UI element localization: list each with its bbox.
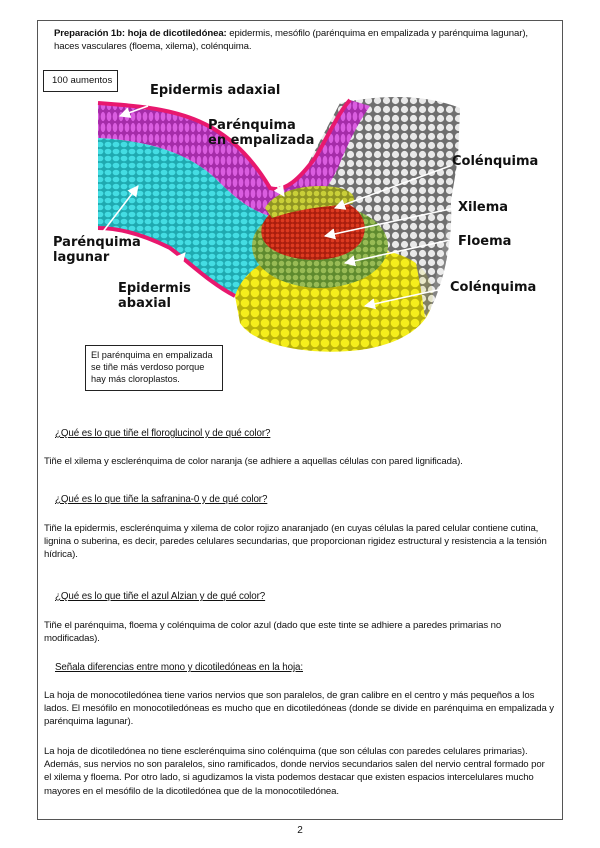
answer-2: Tiñe la epidermis, esclerénquima y xilema de color rojizo anaranjado (en cuyas células la pared celular contiene cutina, lignina o suberina, es decir, paredes celulares secundarias, que proporcionan rigidez estructural y resistencia a la tensión hídrica). — [44, 523, 547, 561]
label-colenquima-top: Colénquima — [452, 154, 539, 169]
intro-paragraph — [54, 27, 534, 53]
magnification-box: 100 aumentos — [43, 70, 118, 92]
label-parenquima-lagunar-1: Parénquima — [53, 235, 141, 250]
label-colenquima-bottom: Colénquima — [450, 280, 537, 295]
label-epidermis-adaxial: Epidermis adaxial — [150, 83, 281, 98]
page-number: 2 — [297, 825, 303, 836]
question-3: ¿Qué es lo que tiñe el azul Alzian y de qué color? — [55, 591, 266, 602]
intro-text: epidermis, mesófilo (parénquima en empalizada y parénquima lagunar), haces vasculares (floema, xilema), colénquima. — [54, 28, 528, 52]
question-1: ¿Qué es lo que tiñe el floroglucinol y de qué color? — [55, 428, 271, 439]
answer-3: Tiñe el parénquima, floema y colénquima de color azul (dado que este tinte se adhiere a paredes primarias no modificadas). — [44, 620, 502, 645]
answer-4a: La hoja de monocotiledónea tiene varios nervios que son paralelos, de gran calibre en el centro y más pequeños a los lados. El mesófilo en monocotiledóneas es mucho que en dicotiledóneas (donde se divide en parénquima en empalizada y parénquima lagunar). — [44, 690, 554, 728]
label-parenquima-empalizada-2: en empalizada — [208, 133, 315, 148]
figure-note: El parénquima en empalizada se tiñe más verdoso porque hay más cloroplastos. — [85, 345, 223, 391]
question-2: ¿Qué es lo que tiñe la safranina-0 y de qué color? — [55, 494, 268, 505]
question-4: Señala diferencias entre mono y dicotiledóneas en la hoja: — [55, 662, 303, 673]
answer-1: Tiñe el xilema y esclerénquima de color naranja (se adhiere a aquellas células con pared lignificada). — [44, 456, 463, 467]
label-parenquima-lagunar-2: lagunar — [53, 250, 110, 265]
label-parenquima-empalizada-1: Parénquima — [208, 118, 296, 133]
answer-4b: La hoja de dicotiledónea no tiene esclerénquima sino colénquima (que son células con paredes celulares primarias). Además, sus nervios no son paralelos, sino ramificados, donde nervios secundarios salen del nervio central formado por el xilema y floema. Por otro lado, si agudizamos la vista podemos destacar que existen espacios intercelulares mucho mayores en el mesófilo de la dicotiledónea que de la monocotiledónea. — [44, 746, 545, 797]
intro-title: Preparación 1b: hoja de dicotiledónea: — [54, 28, 227, 39]
label-floema: Floema — [458, 234, 512, 249]
label-epidermis-abaxial-1: Epidermis — [118, 281, 191, 296]
label-xilema: Xilema — [458, 200, 509, 215]
label-epidermis-abaxial-2: abaxial — [118, 296, 171, 311]
